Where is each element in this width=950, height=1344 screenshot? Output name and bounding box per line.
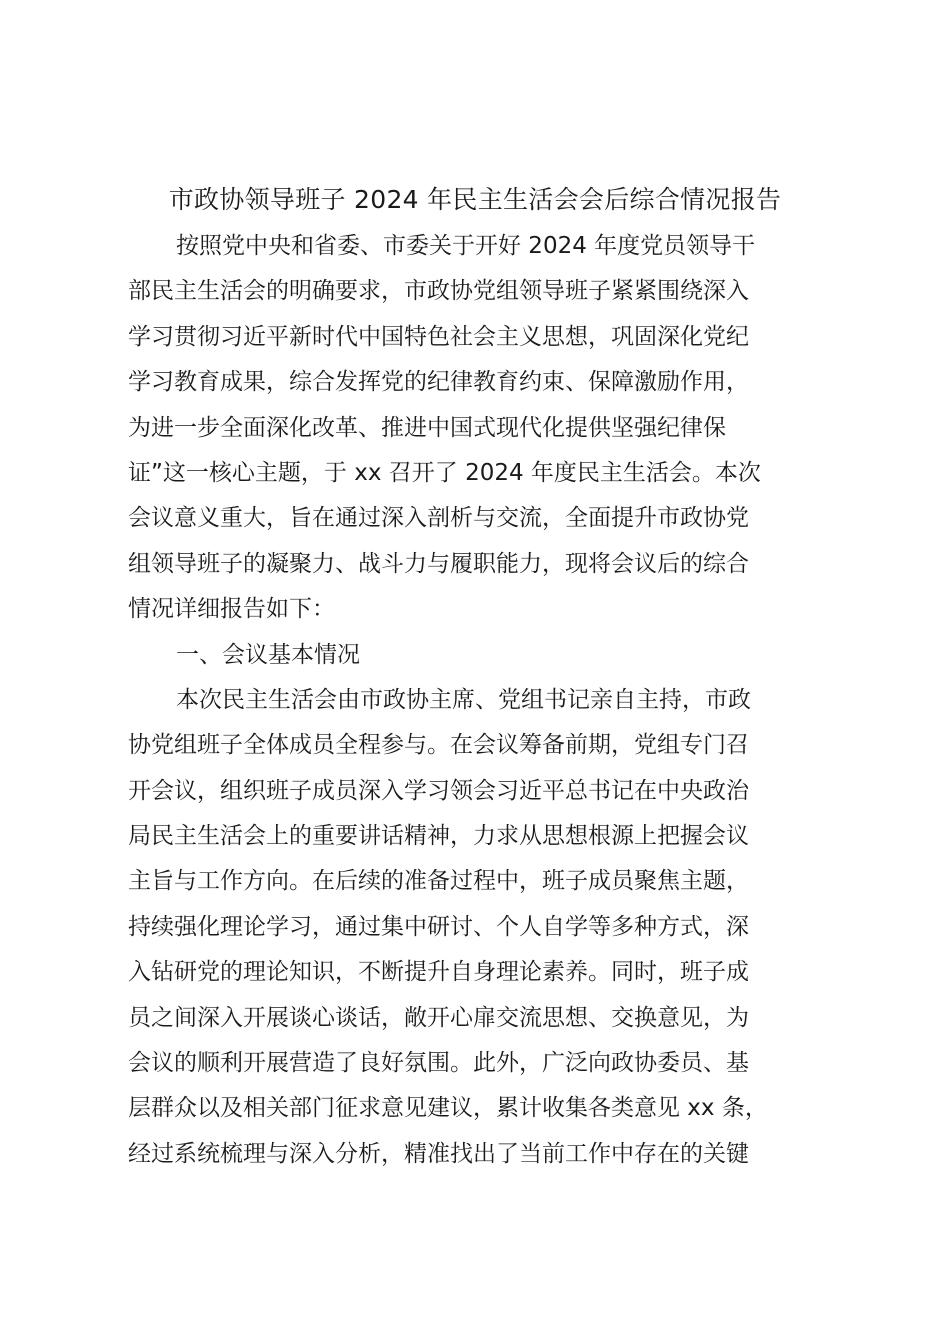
text-line: 组领导班子的凝聚力、战斗力与履职能力，现将会议后的综合 [128, 550, 749, 577]
text-line: 入钻研党的理论知识，不断提升自身理论素养。同时，班子成 [128, 959, 749, 986]
text-line: 一、会议基本情况 [176, 641, 360, 668]
document-body [128, 224, 828, 1177]
text-line: 员之间深入开展谈心谈话，敞开心扉交流思想、交换意见，为 [128, 1004, 749, 1031]
text-line: 为进一步全面深化改革、推进中国式现代化提供坚强纪律保 [128, 414, 726, 441]
text-line: 学习教育成果，综合发挥党的纪律教育约束、保障激励作用， [128, 369, 749, 396]
text-line: 经过系统梳理与深入分析，精准找出了当前工作中存在的关键 [128, 1140, 749, 1167]
document-title: 市政协领导班子 2024 年民主生活会会后综合情况报告 [168, 185, 782, 214]
text-line: 层群众以及相关部门征求意见建议，累计收集各类意见 xx 条， [128, 1095, 768, 1122]
text-line: 协党组班子全体成员全程参与。在会议筹备前期，党组专门召 [128, 732, 749, 759]
text-line: 开会议，组织班子成员深入学习领会习近平总书记在中央政治 [128, 777, 749, 804]
text-line: 持续强化理论学习，通过集中研讨、个人自学等多种方式，深 [128, 913, 749, 940]
text-line: 会议意义重大，旨在通过深入剖析与交流，全面提升市政协党 [128, 505, 749, 532]
text-line: 按照党中央和省委、市委关于开好 2024 年度党员领导干 [176, 233, 756, 259]
text-line: 主旨与工作方向。在后续的准备过程中，班子成员聚焦主题， [128, 868, 749, 895]
text-line: 部民主生活会的明确要求，市政协党组领导班子紧紧围绕深入 [128, 278, 749, 305]
text-line: 局民主生活会上的重要讲话精神，力求从思想根源上把握会议 [128, 823, 749, 850]
text-line: 证”这一核心主题，于 xx 召开了 2024 年度民主生活会。本次 [128, 459, 761, 486]
text-line: 学习贯彻习近平新时代中国特色社会主义思想，巩固深化党纪 [128, 323, 749, 350]
text-line: 会议的顺利开展营造了良好氛围。此外，广泛向政协委员、基 [128, 1050, 749, 1077]
text-line: 本次民主生活会由市政协主席、党组书记亲自主持，市政 [176, 686, 751, 713]
text-line: 情况详细报告如下： [128, 596, 335, 623]
